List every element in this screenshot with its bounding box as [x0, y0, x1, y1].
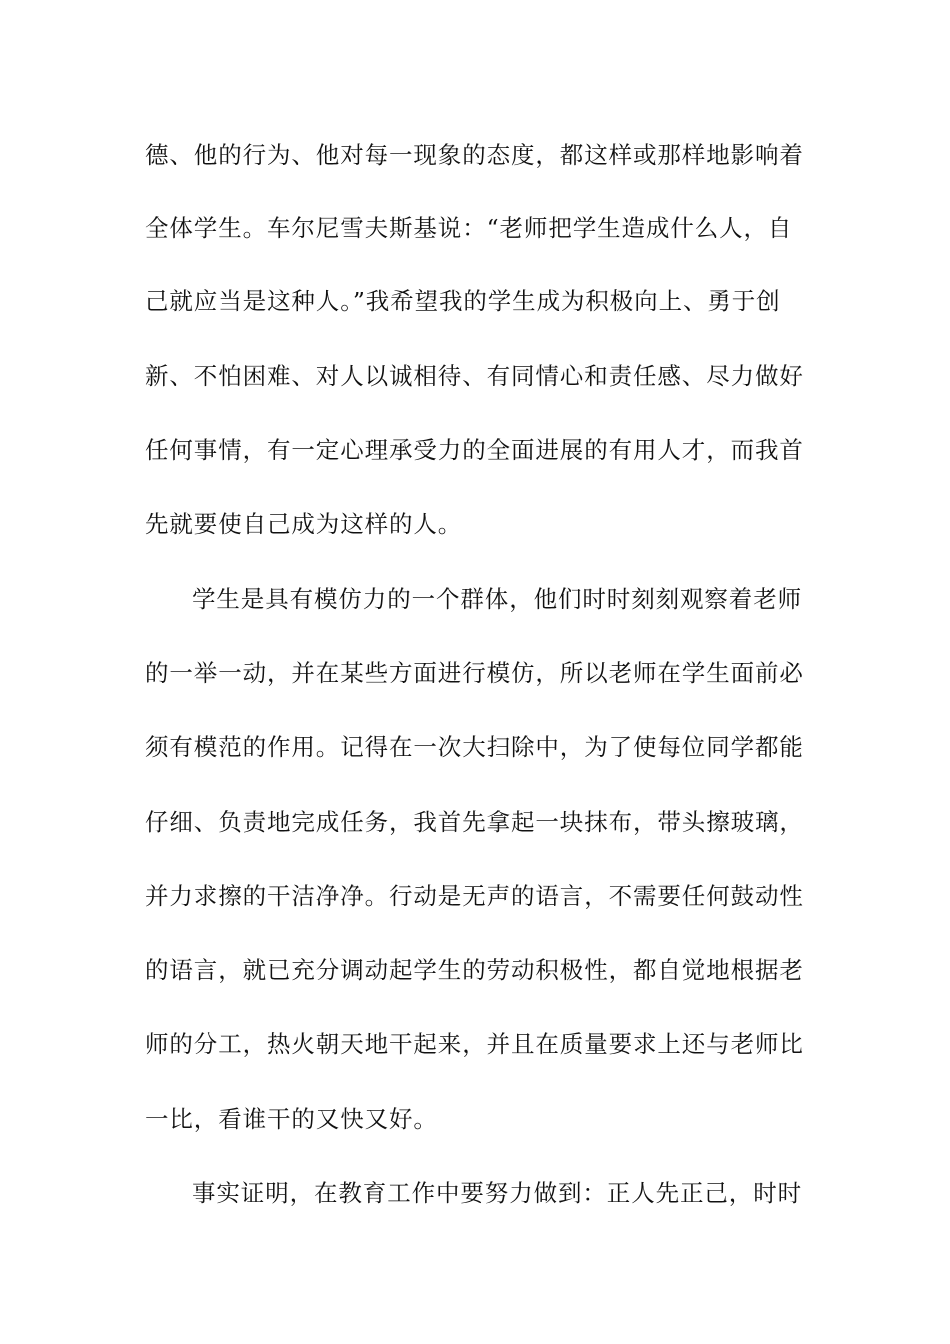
text-line: 先就要使自己成为这样的人。: [145, 510, 463, 538]
text-line: 须有模范的作用。记得在一次大扫除中，为了使每位同学都能: [145, 733, 804, 761]
text-line: 学生是具有模仿力的一个群体，他们时时刻刻观察着老师: [192, 585, 802, 613]
text-line: 任何事情，有一定心理承受力的全面进展的有用人才，而我首: [145, 436, 804, 464]
text-line: 事实证明，在教育工作中要努力做到：正人先正己，时时: [192, 1179, 802, 1207]
text-line: 的一举一动，并在某些方面进行模仿，所以老师在学生面前必: [145, 659, 804, 687]
text-line: 德、他的行为、他对每一现象的态度，都这样或那样地影响着: [145, 141, 804, 169]
text-line: 的语言，就已充分调动起学生的劳动积极性，都自觉地根据老: [145, 956, 804, 984]
text-line: 师的分工，热火朝天地干起来，并且在质量要求上还与老师比: [145, 1030, 804, 1058]
text-line: 全体学生。车尔尼雪夫斯基说：“老师把学生造成什么人，自: [145, 214, 793, 242]
text-line: 仔细、负责地完成任务，我首先拿起一块抹布，带头擦玻璃，: [145, 808, 804, 836]
text-line: 己就应当是这种人。”我希望我的学生成为积极向上、勇于创: [145, 287, 781, 315]
text-line: 新、不怕困难、对人以诚相待、有同情心和责任感、尽力做好: [145, 362, 804, 390]
text-line: 并力求擦的干洁净净。行动是无声的语言，不需要任何鼓动性: [145, 882, 804, 910]
text-line: 一比，看谁干的又快又好。: [145, 1105, 438, 1133]
